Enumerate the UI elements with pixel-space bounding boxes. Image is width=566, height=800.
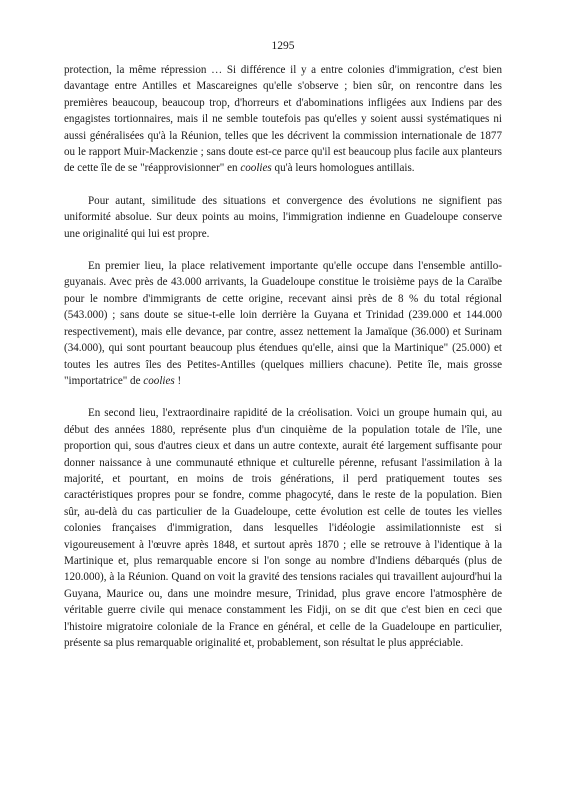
paragraph-4 [64, 405, 502, 651]
paragraph-2 [64, 193, 502, 242]
paragraph-text: En premier lieu, la place relativement importante qu'elle occupe dans l'ensemble antillo-guyanais. Avec près de 43.000 arrivants, la Guadeloupe constitue le troisième pays de la Caraïbe pour le nombre d'immigrants de cette origine, recevant ainsi près de 8 % du total régional (543.000) ; sans doute se situe-t-elle loin derrière la Guyana et Trinidad (239.000 et 144.000 respectivement), mais elle devance, par contre, assez nettement la Jamaïque (36.000) et Surinam (34.000), qui sont pourtant beaucoup plus étendues qu'elle, ainsi que la Martinique" (25.000) et toutes les autres îles des Petites-Antilles (quelques milliers chacune). Petite île, mais grosse "importatrice" de [64, 260, 502, 387]
italic-term: coolies [240, 162, 272, 175]
paragraph-text: protection, la même répression … Si différence il y a entre colonies d'immigration, c'est bien davantage entre Antilles et Mascareignes qu'elle s'observe ; bien sûr, on rencontre dans les premières beaucoup, beaucoup trop, d'horreurs et d'abominations infligées aux Indiens par des engagistes tortionnaires, mais il ne semble toutefois pas qu'elles y soient aussi systématiques ni aussi généralisées qu'à la Réunion, telles que les décrivent la commission internationale de 1877 ou le rapport Muir-Mackenzie ; sans doute est-ce parce qu'il est beaucoup plus facile aux planteurs de cette île de se "réapprovisionner" en [64, 64, 502, 175]
paragraph-text: En second lieu, l'extraordinaire rapidité de la créolisation. Voici un groupe humain qui, au début des années 1880, représente plus d'un cinquième de la population totale de l'île, une proportion qui, sous d'autres cieux et dans un autre contexte, aurait été largement suffisante pour donner naissance à une communauté ethnique et culturelle pérenne, refusant l'assimilation à la majorité, et pourtant, en moins de trois générations, il perd pratiquement toutes ses caractéristiques propres pour se fondre, comme phagocyté, dans le reste de la population. Bien sûr, au-delà du cas particulier de la Guadeloupe, cette évolution est celle de toutes les vielles colonies françaises d'immigration, dans lesquelles l'idéologie assimilationniste est si vigoureusement à l'œuvre après 1848, et surtout après 1870 ; elle se retrouve à l'identique à la Martinique et, plus remarquable encore si l'on songe au nombre d'Indiens débarqués (plus de 120.000), à la Réunion. Quand on voit la gravité des tensions raciales qui travaillent aujourd'hui la Guyana, Maurice ou, dans une moindre mesure, Trinidad, plus grave encore l'atmosphère de véritable guerre civile qui menace constamment les Fidji, on se dit que c'est bien en ceci que l'histoire migratoire coloniale de la France en général, et celle de la Guadeloupe en particulier, présente sa plus remarquable originalité et, probablement, son résultat le plus appréciable. [64, 407, 502, 649]
page-number: 1295 [271, 40, 295, 52]
italic-term: coolies [143, 374, 175, 387]
paragraph-text: ! [174, 374, 182, 387]
paragraph-1 [64, 62, 502, 177]
paragraph-text: qu'à leurs homologues antillais. [271, 162, 415, 175]
paragraph-text: Pour autant, similitude des situations et convergence des évolutions ne signifient pas uniformité absolue. Sur deux points au moins, l'immigration indienne en Guadeloupe conserve une originalité qui lui est propre. [64, 194, 502, 240]
paragraph-3 [64, 258, 502, 389]
body-text [64, 62, 502, 651]
